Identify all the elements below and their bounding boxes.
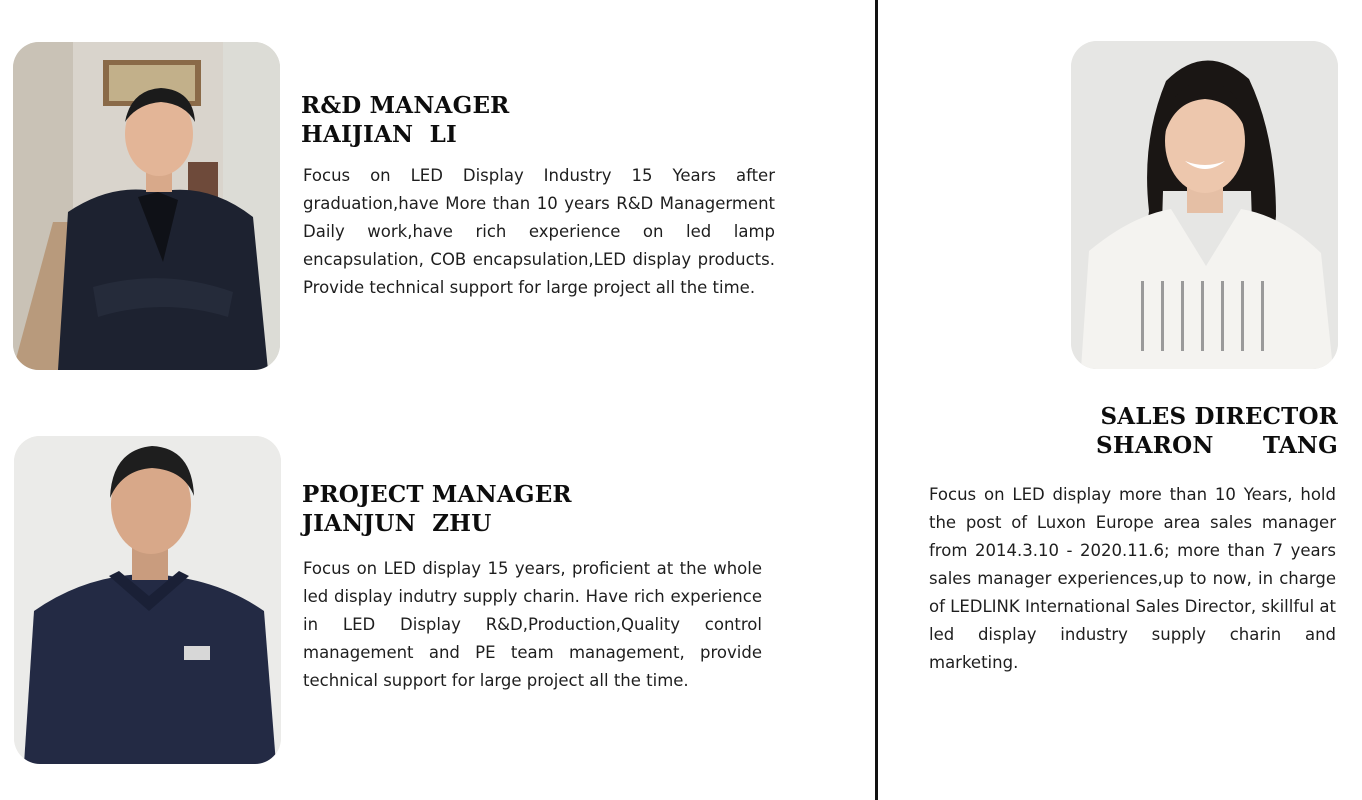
- role-label: PROJECT MANAGER: [302, 481, 572, 508]
- profile-bio-sharon-tang: Focus on LED display more than 10 Years, hold the post of Luxon Europe area sales manager from 2014.3.10 - 2020.11.6; more than 7 years sales manager experiences,up to now, in charge of LEDLINK International Sales Director, skillful at led display industry supply charin and marketing.: [929, 485, 1337, 672]
- portrait-image: [1071, 41, 1338, 369]
- profile-bio-jianjun-zhu: Focus on LED display 15 years, proficient at the whole led display indutry supply charin. Have rich experience in LED Display R&D,Production,Quality control management and PE team management, provide technical support for large project all the time.: [303, 559, 762, 690]
- profile-title-haijian-li: [301, 91, 510, 149]
- profile-title-jianjun-zhu: [302, 480, 572, 538]
- profile-bio-haijian-li: Focus on LED Display Industry 15 Years after graduation,have More than 10 years R&D Managerment Daily work,have rich experience on led lamp encapsulation, COB encapsulation,LED display products. Provide technical support for large project all the time.: [303, 166, 775, 297]
- portrait-image: [14, 436, 281, 764]
- person-name: HAIJIAN LI: [301, 121, 457, 148]
- profile-photo-jianjun-zhu: [14, 436, 281, 764]
- role-label: SALES DIRECTOR: [1100, 403, 1338, 430]
- person-name: SHARON TANG: [1096, 432, 1338, 459]
- person-name: JIANJUN ZHU: [302, 510, 492, 537]
- profile-photo-sharon-tang: [1071, 41, 1338, 369]
- role-label: R&D MANAGER: [301, 92, 510, 119]
- profile-title-sharon-tang: [1096, 402, 1338, 460]
- profile-photo-haijian-li: [13, 42, 280, 370]
- column-divider: [875, 0, 878, 800]
- portrait-image: [13, 42, 280, 370]
